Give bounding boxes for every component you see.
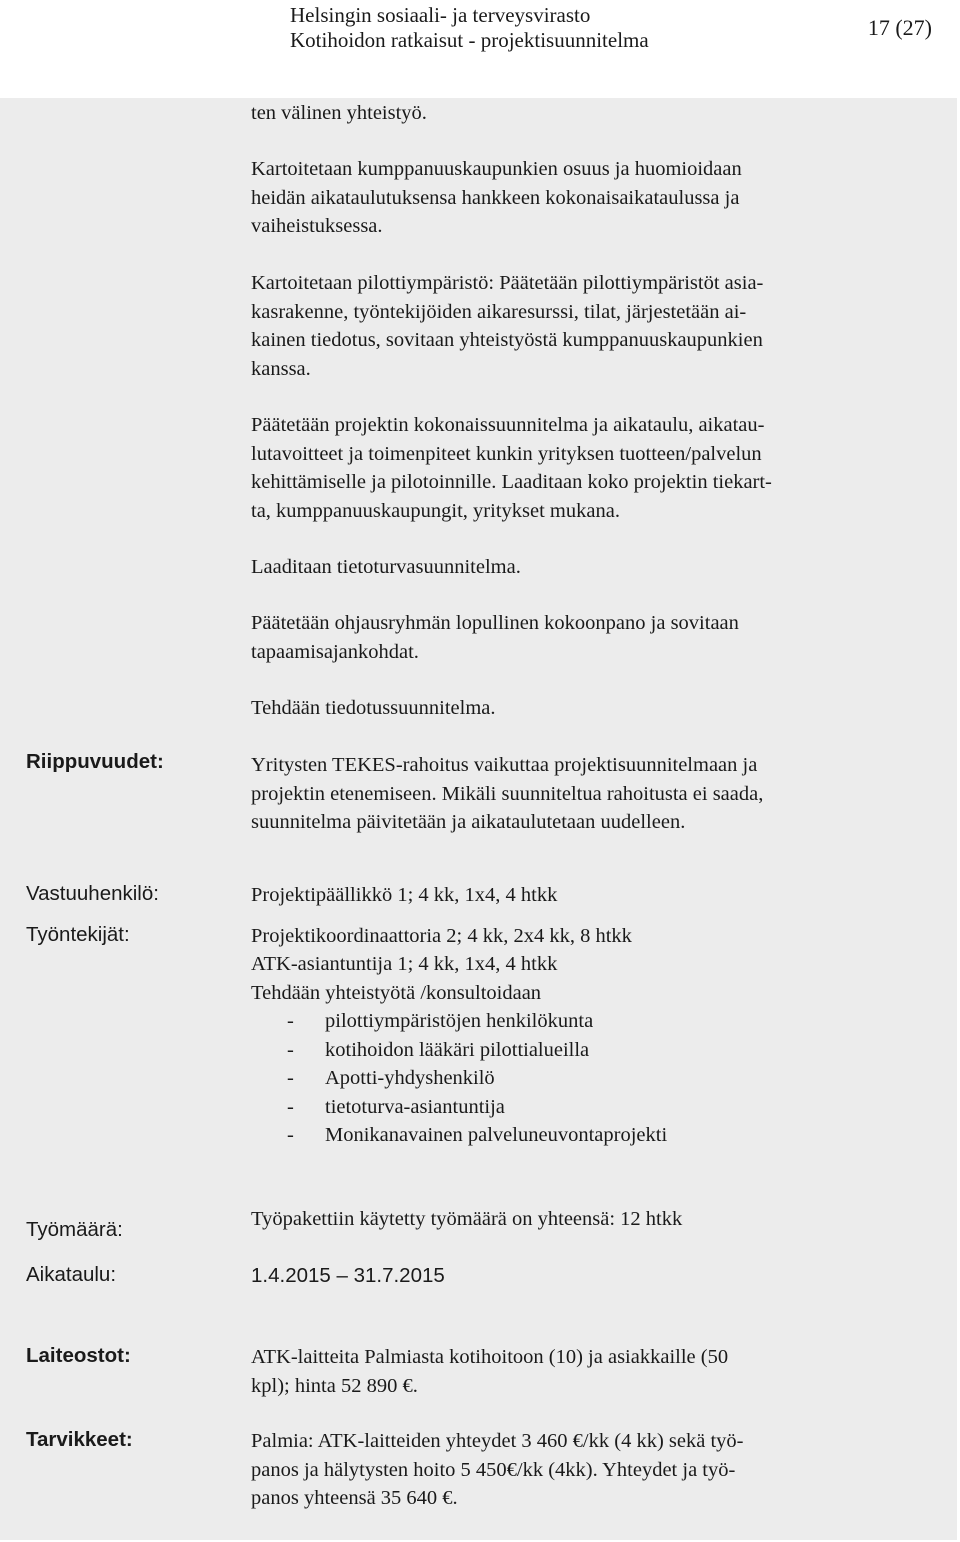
equipment-label: Laiteostot: <box>26 1344 131 1367</box>
paragraph-cooperation: ten välinen yhteistyö. <box>251 102 427 124</box>
header-document-title: Kotihoidon ratkaisut - projektisuunnitelma <box>290 28 649 52</box>
list-dash: - <box>287 1095 294 1118</box>
list-item-text: tietoturva-asiantuntija <box>325 1095 505 1118</box>
workers-line-cooperation: Tehdään yhteistyötä /konsultoidaan <box>251 982 542 1004</box>
workload-label: Työmäärä: <box>26 1218 123 1241</box>
paragraph-security-plan: Laaditaan tietoturvasuunnitelma. <box>251 556 521 578</box>
list-item <box>251 1007 667 1036</box>
workers-line-it-expert: ATK-asiantuntija 1; 4 kk, 1x4, 4 htkk <box>251 953 558 975</box>
consulted-list <box>251 1007 667 1150</box>
paragraph-communication-plan: Tehdään tiedotussuunnitelma. <box>251 697 496 719</box>
list-item <box>251 1093 667 1122</box>
list-item-text: Apotti-yhdyshenkilö <box>325 1067 495 1089</box>
equipment-text: ATK-laitteita Palmiasta kotihoitoon (10) ja asiakkaille (50 kpl); hinta 52 890 €. <box>251 1346 729 1397</box>
list-item-text: pilottiympäristöjen henkilökunta <box>325 1010 594 1032</box>
list-dash: - <box>287 1010 294 1032</box>
list-item-text: Monikanavainen palveluneuvontaprojekti <box>325 1124 668 1146</box>
list-dash: - <box>287 1124 294 1146</box>
page-number: 17 (27) <box>867 15 932 40</box>
workers-line-coordinator: Projektikoordinaattoria 2; 4 kk, 2x4 kk, 8 htkk <box>251 925 632 947</box>
paragraph-pilot-environment: Kartoitetaan pilottiympäristö: Päätetään pilottiympäristöt asia- kasrakenne, työntekijöiden aikaresurssi, tilat, järjestetään ai- kainen tiedotus, sovitaan yhteistyöstä kumppanuuskaupunkien kanssa. <box>251 272 764 380</box>
list-dash: - <box>287 1038 294 1061</box>
list-item-text: kotihoidon lääkäri pilottialueilla <box>325 1038 590 1061</box>
supplies-label: Tarvikkeet: <box>26 1428 133 1451</box>
paragraph-partner-cities: Kartoitetaan kumppanuuskaupunkien osuus ja huomioidaan heidän aikataulutuksensa hankkeen kokonaisaikataulussa ja vaiheistuksessa. <box>251 158 742 237</box>
paragraph-overall-plan: Päätetään projektin kokonaissuunnitelma ja aikataulu, aikatau- lutavoitteet ja toimenpiteet kunkin yrityksen tuotteen/palvelun kehittämiselle ja pilotoinnille. Laaditaan koko projektin tiekart- ta, kumppanuuskaupungit, yritykset mukana. <box>251 414 772 522</box>
list-item <box>251 1121 667 1150</box>
supplies-text: Palmia: ATK-laitteiden yhteydet 3 460 €/kk (4 kk) sekä työ- panos ja hälytysten hoito 5 450€/kk (4kk). Yhteydet ja työ- panos yhteensä 35 640 €. <box>251 1430 744 1509</box>
schedule-text: 1.4.2015 – 31.7.2015 <box>251 1264 445 1287</box>
responsible-label: Vastuuhenkilö: <box>26 882 159 905</box>
page-header <box>0 0 960 98</box>
schedule-label: Aikataulu: <box>26 1263 117 1286</box>
list-item <box>251 1064 667 1093</box>
list-item <box>251 1036 667 1065</box>
responsible-text: Projektipäällikkö 1; 4 kk, 1x4, 4 htkk <box>251 884 558 906</box>
workload-text: Työpakettiin käytetty työmäärä on yhteensä: 12 htkk <box>251 1208 683 1230</box>
paragraph-steering-group: Päätetään ohjausryhmän lopullinen kokoonpano ja sovitaan tapaamisajankohdat. <box>251 612 739 663</box>
list-dash: - <box>287 1067 294 1089</box>
header-organization: Helsingin sosiaali- ja terveysvirasto <box>290 3 591 27</box>
workers-label: Työntekijät: <box>26 923 130 946</box>
dependencies-label: Riippuvuudet: <box>26 750 164 773</box>
dependencies-text: Yritysten TEKES-rahoitus vaikuttaa projektisuunnitelmaan ja projektin etenemiseen. Mikäli suunniteltua rahoitusta ei saada, suunnitelma päivitetään ja aikataulutetaan uudelleen. <box>251 754 764 833</box>
